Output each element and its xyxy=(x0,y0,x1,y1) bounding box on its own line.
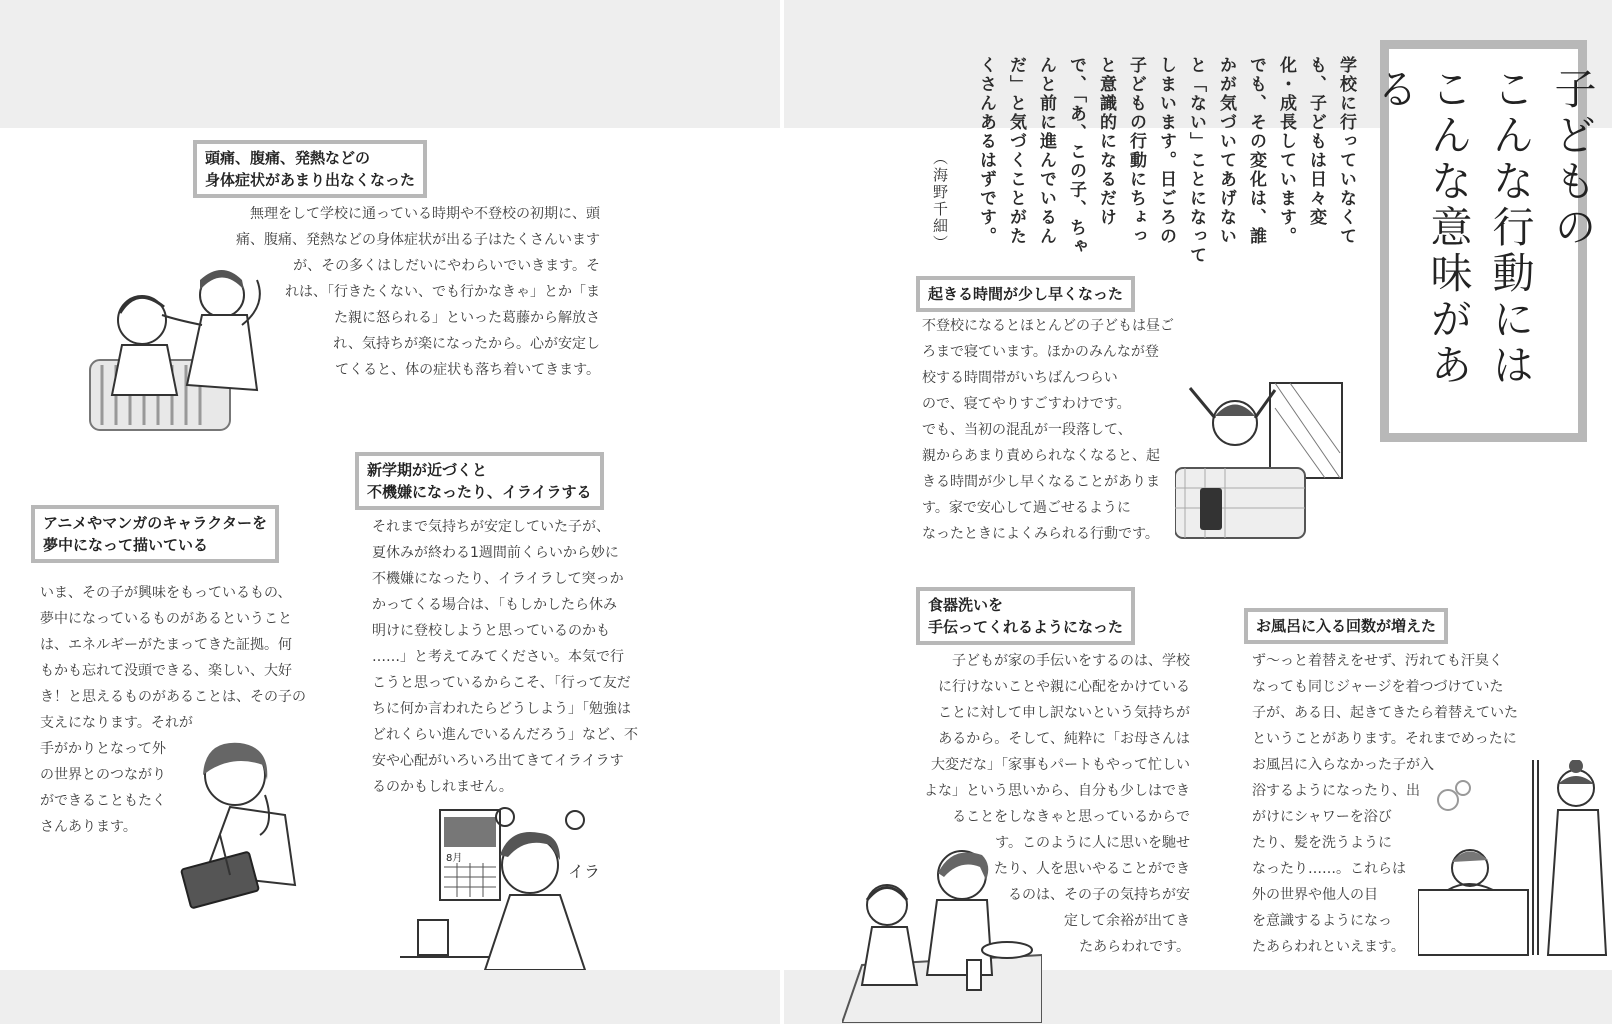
intro-text xyxy=(930,56,1360,286)
intro-credit: （海野千細） xyxy=(931,150,949,252)
illustration-sick-child xyxy=(82,265,297,440)
illustration-washing-dishes xyxy=(842,845,1042,1023)
intro-line: 子どもの行動にちょっ xyxy=(1126,56,1146,246)
calendar-month: 8月 xyxy=(446,853,463,864)
heading-headache: 頭痛、腹痛、発熱などの 身体症状があまり出なくなった xyxy=(193,140,427,198)
intro-line: んと前に進んでいるん xyxy=(1036,56,1056,246)
illustration-drawing-child xyxy=(175,735,325,915)
page-title xyxy=(1370,40,1598,442)
intro-line: と「ない」ことになって xyxy=(1186,56,1206,265)
heading-semester: 新学期が近づくと 不機嫌になったり、イライラする xyxy=(355,452,604,510)
title-line: こんな行動には xyxy=(1486,67,1536,389)
body-anime: いま、その子が興味をもっているもの、 夢中になっているものがあるということ は、エネルギーがたまってきた証拠。何 もかも忘れて没頭できる、楽しい、大好 き！と思えるものがあることは、その子の 支えになります。それが 手がかりとなって外 の世界とのつながり ができることもたく さんあります。 xyxy=(40,585,306,835)
intro-line: かが気づいてあげない xyxy=(1216,56,1236,246)
body-headache: 無理をして学校に通っている時期や不登校の初期に、頭 痛、腹痛、発熱などの身体症状が出る子はたくさんいます が、その多くはしだいにやわらいでいきます。そ れは、「行きたくない、でも行かなきゃ」とか「ま た親に怒られる」といった葛藤から解放さ れ、気持ちが楽になったから。心が安定し てくると、体の症状も落ち着いてきます。 xyxy=(236,206,600,378)
title-line: 子どもの xyxy=(1548,67,1598,251)
intro-line: くさんあるはずです。 xyxy=(976,56,996,246)
heading-dishes: 食器洗いを 手伝ってくれるようになった xyxy=(916,587,1135,645)
heading-anime: アニメやマンガのキャラクターを 夢中になって描いている xyxy=(31,505,279,563)
illustration-bath-child xyxy=(1418,760,1608,960)
intro-line: で、「あ、この子、ちゃ xyxy=(1066,56,1086,257)
heading-bath: お風呂に入る回数が増えた xyxy=(1244,608,1448,644)
intro-line: でも、その変化は、誰 xyxy=(1246,56,1266,246)
body-semester: それまで気持ちが安定していた子が、 夏休みが終わる1週間前くらいから妙に 不機嫌になったり、イライラして突っか かってくる場合は、「もしかしたら休み 明けに登校しようと思っているのかも ……」と考えてみてください。本気で行 こうと思っているからこそ、「行って友だ ちに何か言われたらどうしよう」「勉強は どれくらい進んでいるんだろう」など、不 安や心配がいろいろ出てきてイライラす るのかもしれません。 xyxy=(372,519,638,795)
bottom-band xyxy=(0,970,1612,1024)
intro-line: も、子どもは日々変 xyxy=(1306,56,1326,227)
illustration-waking-child xyxy=(1175,378,1370,548)
intro-line: と意識的になるだけ xyxy=(1096,56,1116,227)
title-line: こんな意味がある xyxy=(1370,67,1474,389)
body-wakeup: 不登校になるとほとんどの子どもは昼ご ろまで寝ています。ほかのみんなが登 校する時間帯がいちばんつらい ので、寝てやりすごすわけです。 でも、当初の混乱が一段落して、 親からあまり責められなくなると、起 きる時間が少し早くなることがありま す。家で安心して過ごせるように なったときによくみられる行動です。 xyxy=(922,318,1174,542)
intro-line: 化・成長しています。 xyxy=(1276,56,1296,246)
intro-line: しまいます。日ごろの xyxy=(1156,56,1176,246)
page-gutter xyxy=(780,0,784,1024)
intro-line: だ」と気づくことがた xyxy=(1006,56,1026,246)
body-dishes: 子どもが家の手伝いをするのは、学校 に行けないことや親に心配をかけている ことに対して申し訳ないという気持ちが あるから。そして、純粋に「お母さんは 大変だな」「家事もパートもやって忙しい よな」という思いから、自分も少しはでき ることをしなきゃと思っているからで す。このように人に思いを馳せ たり、人を思いやることができ るのは、その子の気持ちが安 定して余裕が出てき たあらわれです。 xyxy=(924,653,1190,955)
body-bath: ず〜っと着替えをせず、汚れても汗臭く なっても同じジャージを着つづけていた 子が、ある日、起きてきたら着替えていた ということがあります。それまでめったに お風呂に入らなかった子が入 浴するようになったり、出 がけにシャワーを浴び たり、髪を洗うように なったり……。これらは 外の世界や他人の目 を意識するようになっ たあらわれといえます。 xyxy=(1252,653,1518,955)
illustration-irritated-child xyxy=(400,805,630,970)
heading-wakeup: 起きる時間が少し早くなった xyxy=(916,276,1135,312)
intro-line: 学校に行っていなくて xyxy=(1336,56,1356,246)
ira-text: イラ xyxy=(568,862,601,881)
